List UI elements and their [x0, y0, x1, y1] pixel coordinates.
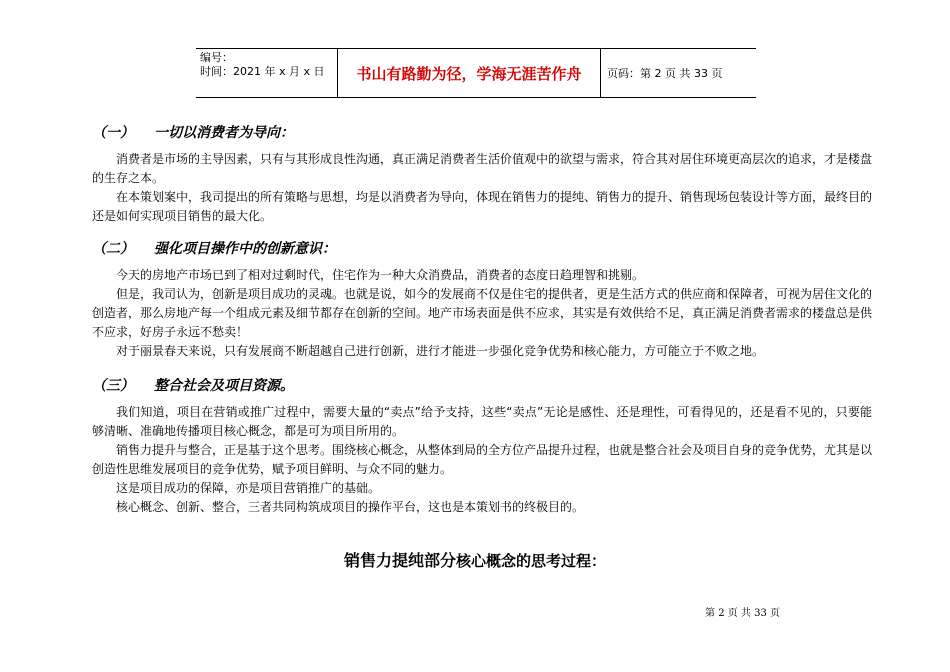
paragraph: 但是，我司认为，创新是项目成功的灵魂。也就是说，如今的发展商不仅是住宅的提供者，更是生活方式的供应商和保障者，可视为居住文化的创造者，那么房地产每一个组成元素及细节都存在创新的空间。地产市场表面是供不应求，其实是有效供给不足，真正满足消费者需求的楼盘总是供不应求，好房子永远不愁卖！	[92, 287, 873, 339]
paragraph: 消费者是市场的主导因素，只有与其形成良性沟通，真正满足消费者生活价值观中的欲望与需求，符合其对居住环境更高层次的追求，才是楼盘的生存之本。	[92, 152, 873, 185]
header-page-info: 页码：第 2 页 共 33 页	[607, 67, 723, 80]
page-footer: 第 2 页 共 33 页	[705, 608, 780, 619]
body-content	[92, 122, 872, 517]
section-title-3	[92, 375, 872, 397]
section-title-2	[92, 238, 872, 260]
closing-heading	[0, 548, 950, 571]
paragraph: 对于丽景春天来说，只有发展商不断超越自己进行创新，进行才能进一步强化竞争优势和核心能力，方可能立于不败之地。	[116, 344, 765, 358]
paragraph: 销售力提升与整合，正是基于这个思考。围绕核心概念，从整体到局的全方位产品提升过程，也就是整合社会及项目自身的竞争优势，尤其是以创造性思维发展项目的竞争优势，赋予项目鲜明、与众不同的魅力。	[92, 443, 873, 476]
section-heading: 整合社会及项目资源。	[154, 378, 294, 394]
header-motto: 书山有路勤为径，学海无涯苦作舟	[338, 49, 601, 97]
section-heading: 一切以消费者为导向：	[154, 125, 294, 141]
section-heading: 强化项目操作中的创新意识：	[154, 241, 336, 257]
paragraph: 今天的房地产市场已到了相对过剩时代，住宅作为一种大众消费品，消费者的态度日趋理智和挑剔。	[116, 268, 645, 282]
closing-heading-rest: 核心概念的思考过程：	[456, 552, 607, 570]
section-title-1	[92, 122, 872, 144]
section-number: （三）	[92, 378, 134, 394]
header-date: 时间：2021 年 x 月 x 日	[200, 65, 325, 78]
page-header	[196, 48, 756, 98]
paragraph: 我们知道，项目在营销或推广过程中，需要大量的“卖点”给予支持，这些“卖点”无论是感性、还是理性，可看得见的，还是看不见的，只要能够清晰、准确地传播项目核心概念，都是可为项目所用的。	[92, 405, 872, 438]
paragraph: 这是项目成功的保障，亦是项目营销推广的基础。	[116, 481, 381, 495]
paragraph: 核心概念、创新、整合，三者共同构筑成项目的操作平台，这也是本策划书的终极目的。	[116, 500, 585, 514]
section-number: （一）	[92, 125, 134, 141]
paragraph: 在本策划案中，我司提出的所有策略与思想，均是以消费者为导向，体现在销售力的提纯、销售力的提升、销售现场包装设计等方面，最终目的还是如何实现项目销售的最大化。	[92, 190, 873, 223]
section-number: （二）	[92, 241, 134, 257]
header-number-label: 编号：	[200, 51, 233, 64]
header-meta	[196, 49, 338, 97]
closing-heading-main: 销售力提纯部分	[343, 551, 456, 570]
